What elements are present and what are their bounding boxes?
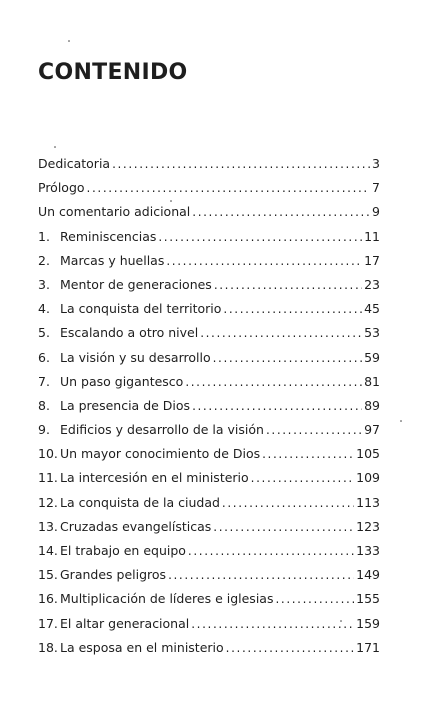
toc-entry-page: 155 bbox=[356, 591, 380, 607]
toc-entry-page: 159 bbox=[356, 615, 380, 631]
toc-entry-page: 171 bbox=[356, 639, 380, 655]
dot-leader bbox=[188, 539, 354, 563]
speck bbox=[340, 620, 342, 622]
toc-entry bbox=[38, 491, 380, 515]
toc-entry-number: 14. bbox=[38, 543, 58, 558]
toc-entry-page: 3 bbox=[372, 156, 380, 171]
toc-entry-label: Cruzadas evangelísticas bbox=[60, 518, 212, 534]
toc-entry-label: Grandes peligros bbox=[60, 567, 167, 583]
dot-leader bbox=[223, 297, 362, 321]
table-of-contents bbox=[38, 152, 380, 660]
dot-leader bbox=[192, 394, 362, 418]
toc-entry bbox=[38, 636, 380, 660]
toc-entry-number: 3. bbox=[38, 276, 50, 292]
toc-entry-page: 17 bbox=[364, 252, 380, 268]
dot-leader bbox=[200, 321, 362, 345]
toc-entry-number: 1. bbox=[38, 228, 50, 244]
toc-entry-number: 9. bbox=[38, 422, 50, 438]
toc-entry bbox=[38, 249, 380, 273]
toc-entry-page: 81 bbox=[364, 373, 380, 389]
toc-entry-number: 16. bbox=[38, 591, 58, 607]
toc-entry bbox=[38, 466, 380, 490]
toc-entry-label: Escalando a otro nivel bbox=[60, 325, 199, 341]
toc-entry bbox=[38, 200, 380, 224]
toc-entry bbox=[38, 539, 380, 563]
toc-entry-number: 4. bbox=[38, 301, 50, 317]
toc-entry-number: 5. bbox=[38, 325, 50, 341]
toc-entry-number: 2. bbox=[38, 252, 50, 268]
toc-entry-label: Un mayor conocimiento de Dios bbox=[60, 446, 261, 462]
dot-leader bbox=[222, 491, 354, 515]
toc-entry-page: 59 bbox=[364, 349, 380, 365]
dot-leader bbox=[87, 176, 371, 200]
dot-leader bbox=[266, 418, 362, 442]
toc-entry-label: Marcas y huellas bbox=[60, 252, 165, 268]
toc-entry-label: La esposa en el ministerio bbox=[60, 639, 224, 655]
toc-entry bbox=[38, 152, 380, 176]
toc-entry-label: Un comentario adicional bbox=[38, 204, 191, 220]
toc-entry-label: Prólogo bbox=[38, 180, 85, 196]
dot-leader bbox=[275, 587, 354, 611]
toc-entry-number: 6. bbox=[38, 349, 50, 365]
toc-entry-number: 11. bbox=[38, 470, 58, 486]
toc-entry-label: La intercesión en el ministerio bbox=[60, 470, 249, 486]
speck bbox=[54, 146, 56, 148]
toc-entry-page: 45 bbox=[364, 301, 380, 317]
dot-leader bbox=[158, 225, 362, 249]
toc-entry bbox=[38, 321, 380, 345]
dot-leader bbox=[191, 612, 354, 636]
toc-entry bbox=[38, 418, 380, 442]
toc-entry bbox=[38, 297, 380, 321]
page-title: CONTENIDO bbox=[38, 60, 188, 85]
toc-entry-page: 105 bbox=[356, 446, 380, 462]
toc-entry bbox=[38, 515, 380, 539]
toc-entry bbox=[38, 370, 380, 394]
toc-entry-label: La presencia de Dios bbox=[60, 397, 191, 413]
toc-entry bbox=[38, 442, 380, 466]
toc-entry-number: 8. bbox=[38, 397, 50, 413]
toc-entry-label: Un paso gigantesco bbox=[60, 373, 184, 389]
toc-entry-number: 12. bbox=[38, 494, 58, 510]
toc-entry-label: Edificios y desarrollo de la visión bbox=[60, 422, 264, 438]
toc-entry-page: 7 bbox=[372, 180, 380, 196]
toc-entry-label: El altar generacional bbox=[60, 615, 190, 631]
toc-entry bbox=[38, 587, 380, 611]
toc-entry bbox=[38, 346, 380, 370]
toc-entry-page: 23 bbox=[364, 276, 380, 292]
toc-entry-label: Dedicatoria bbox=[38, 156, 111, 171]
toc-entry-number: 13. bbox=[38, 518, 58, 534]
toc-entry bbox=[38, 394, 380, 418]
toc-entry bbox=[38, 563, 380, 587]
toc-entry-page: 11 bbox=[364, 228, 380, 244]
toc-entry-label: La conquista de la ciudad bbox=[60, 494, 220, 510]
toc-entry-page: 9 bbox=[372, 204, 380, 220]
toc-entry-page: 133 bbox=[356, 543, 380, 558]
toc-entry bbox=[38, 176, 380, 200]
toc-entry-page: 149 bbox=[356, 567, 380, 583]
dot-leader bbox=[213, 515, 354, 539]
dot-leader bbox=[226, 636, 354, 660]
toc-entry-label: La conquista del territorio bbox=[60, 301, 222, 317]
dot-leader bbox=[168, 563, 354, 587]
speck bbox=[400, 420, 402, 422]
toc-entry-label: Multiplicación de líderes e iglesias bbox=[60, 591, 274, 607]
toc-entry bbox=[38, 225, 380, 249]
dot-leader bbox=[192, 200, 370, 224]
toc-entry-page: 97 bbox=[364, 422, 380, 438]
toc-entry-label: El trabajo en equipo bbox=[60, 543, 186, 558]
speck bbox=[170, 200, 172, 202]
toc-entry-page: 53 bbox=[364, 325, 380, 341]
toc-entry bbox=[38, 612, 380, 636]
toc-entry-label: Mentor de generaciones bbox=[60, 276, 212, 292]
toc-entry-page: 109 bbox=[356, 470, 380, 486]
speck bbox=[68, 40, 70, 42]
toc-entry-number: 17. bbox=[38, 615, 58, 631]
dot-leader bbox=[262, 442, 354, 466]
toc-entry-number: 10. bbox=[38, 446, 58, 462]
toc-entry-label: La visión y su desarrollo bbox=[60, 349, 211, 365]
toc-entry-page: 123 bbox=[356, 518, 380, 534]
toc-entry-number: 18. bbox=[38, 639, 58, 655]
dot-leader bbox=[112, 152, 370, 176]
dot-leader bbox=[251, 466, 354, 490]
toc-entry bbox=[38, 273, 380, 297]
toc-entry-page: 113 bbox=[356, 494, 380, 510]
toc-entry-page: 89 bbox=[364, 397, 380, 413]
dot-leader bbox=[213, 346, 362, 370]
dot-leader bbox=[214, 273, 362, 297]
dot-leader bbox=[185, 370, 362, 394]
toc-entry-number: 7. bbox=[38, 373, 50, 389]
toc-entry-label: Reminiscencias bbox=[60, 228, 157, 244]
toc-entry-number: 15. bbox=[38, 567, 58, 583]
dot-leader bbox=[166, 249, 362, 273]
